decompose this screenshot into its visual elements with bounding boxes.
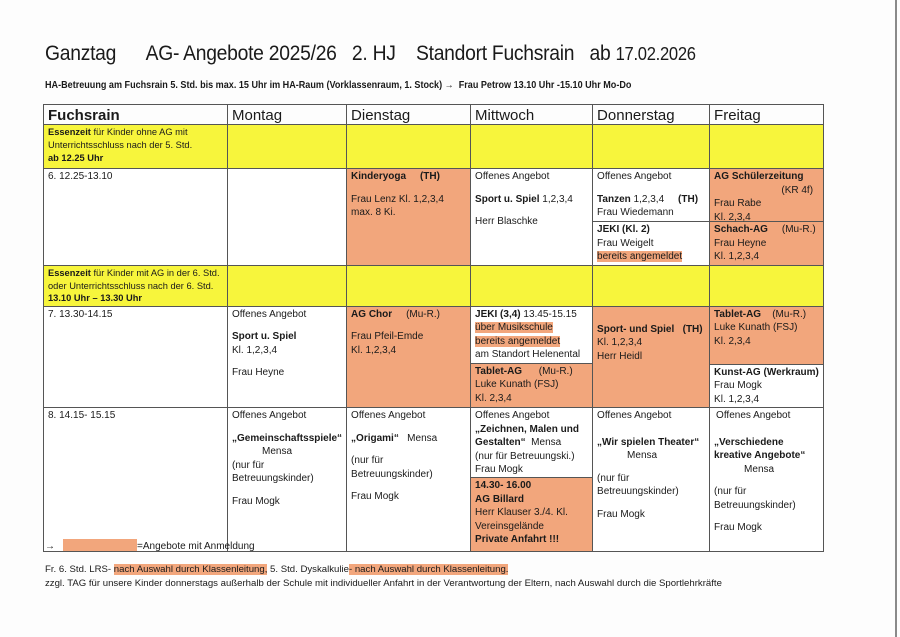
ag-title: „Gemeinschaftsspiele“	[232, 432, 343, 444]
period-6-donnerstag	[593, 169, 710, 266]
period-8-mittwoch	[471, 408, 593, 552]
ag-classes: Kl. 1,2,3,4	[232, 344, 278, 356]
ag-title: AG Schülerzeitung	[714, 171, 804, 182]
ag-title: Tablet-AG	[475, 365, 523, 377]
ag-place: Mensa	[525, 437, 562, 448]
eligibility-note: (nur für	[597, 472, 630, 484]
ag-room: (TH)	[419, 171, 440, 182]
legend	[45, 539, 255, 552]
ag-title: kreative Angebote“	[714, 450, 806, 461]
offer-type: Offenes Angebot	[351, 410, 426, 421]
ag-title: „Wir spielen Theater“	[597, 436, 700, 448]
ag-classes: 1,2,3,4	[539, 193, 573, 205]
ag-room: (Mu-R.)	[781, 224, 816, 235]
essenzeit-1-label	[44, 125, 228, 169]
ag-time: 13.45-15.15	[520, 308, 577, 320]
period-7-mittwoch	[471, 306, 593, 408]
essenzeit-bold: Essenzeit	[48, 127, 91, 137]
essenzeit-1-montag	[228, 125, 347, 169]
essenzeit-time: ab 12.25 Uhr	[48, 153, 104, 163]
header-row	[44, 105, 824, 125]
header-dienstag: Dienstag	[347, 105, 471, 125]
essenzeit-row-1	[44, 125, 824, 169]
eligibility-note: (nur für	[351, 455, 384, 466]
ag-teacher: Frau Rabe	[714, 198, 762, 209]
ag-limit: max. 8 Ki.	[351, 207, 396, 218]
schedule-table	[43, 104, 824, 552]
arrow-icon: →	[45, 541, 55, 552]
eligibility-note: Betreuungskinder)	[597, 486, 679, 497]
essenzeit-2-dienstag	[347, 266, 471, 307]
location-note: am Standort Helenental	[475, 349, 581, 360]
essenzeit-2-label	[44, 266, 228, 307]
period-8-donnerstag	[593, 408, 710, 552]
essenzeit-1-freitag	[710, 125, 824, 169]
ag-title: „Zeichnen, Malen und	[475, 423, 579, 435]
ag-room: (Mu-R.)	[538, 365, 573, 377]
ag-teacher: Frau Mogk	[714, 380, 762, 391]
registered-note: bereits angemeldet	[597, 251, 683, 262]
ag-teacher: Frau Lenz Kl. 1,2,3,4	[351, 193, 444, 205]
period-8-dienstag	[347, 408, 471, 552]
period-8-freitag	[710, 408, 824, 552]
ag-teacher: Luke Kunath (FSJ)	[475, 379, 559, 390]
ag-title: JEKI (3,4)	[475, 308, 521, 320]
period-6-freitag	[710, 169, 824, 266]
scan-edge	[895, 0, 897, 637]
offer-type: Offenes Angebot	[597, 410, 672, 421]
ag-classes: Kl. 2,3,4	[714, 335, 751, 347]
essenzeit-text: für Kinder ohne AG mit Unterrichtsschluss nach der 5. Std.	[48, 127, 193, 150]
essenzeit-2-freitag	[710, 266, 824, 307]
ag-title: Sport u. Spiel	[475, 193, 540, 205]
period-row-6	[44, 169, 824, 266]
ag-title: AG Chor	[351, 308, 393, 320]
ag-place: Mensa	[398, 432, 438, 444]
eligibility-note: Betreuungskinder)	[351, 468, 433, 480]
essenzeit-1-dienstag	[347, 125, 471, 169]
ag-teacher: Frau Wiedemann	[597, 207, 674, 218]
ag-teacher: Frau Mogk	[232, 495, 280, 507]
period-7-donnerstag	[593, 306, 710, 408]
offer-type: Offenes Angebot	[232, 308, 307, 320]
essenzeit-bold: Essenzeit	[48, 268, 91, 278]
header-mittwoch: Mittwoch	[471, 105, 593, 125]
ag-teacher: Luke Kunath (FSJ)	[714, 322, 798, 333]
footnotes	[45, 563, 722, 591]
offer-type: Offenes Angebot	[232, 410, 307, 421]
essenzeit-1-mittwoch	[471, 125, 593, 169]
ag-title: Kunst-AG (Werkraum)	[714, 366, 819, 378]
essenzeit-2-mittwoch	[471, 266, 593, 307]
ha-betreuung-note: HA-Betreuung am Fuchsrain 5. Std. bis max. 15 Uhr im HA-Raum (Vorklassenraum, 1. Stock) → Frau Petrow 13.10 Uhr -15.10 Uhr Mo-Do	[45, 80, 632, 91]
eligibility-note: (nur für	[232, 459, 265, 471]
ag-teacher: Herr Heidl	[597, 350, 643, 362]
eligibility-note: Betreuungskinder)	[232, 473, 314, 484]
private-travel-warning: Private Anfahrt !!!	[475, 534, 560, 545]
ag-classes: Kl. 1,2,3,4	[351, 344, 397, 356]
ag-title: Sport- und Spiel	[597, 323, 675, 335]
period-6-montag	[228, 169, 347, 266]
ag-teacher: Frau Heyne	[714, 237, 767, 249]
ag-teacher: Frau Weigelt	[597, 237, 654, 249]
ag-teacher: Frau Mogk	[351, 491, 399, 502]
ag-title: Gestalten“	[475, 437, 526, 448]
page-title	[45, 42, 696, 66]
eligibility-note: Betreuungskinder)	[714, 499, 796, 511]
ag-title: AG Billard	[475, 493, 524, 505]
note-highlight: nach Auswahl durch Klassenleitung,	[113, 564, 268, 575]
ag-classes: Kl. 1,2,3,4	[597, 337, 643, 348]
ag-title: Tablet-AG	[714, 308, 762, 320]
ag-teacher: Herr Blaschke	[475, 216, 538, 227]
ag-place: Mensa	[627, 450, 658, 461]
essenzeit-2-donnerstag	[593, 266, 710, 307]
ag-title: JEKI (Kl. 2)	[597, 224, 650, 235]
ag-room: (TH)	[682, 323, 703, 335]
essenzeit-time: 13.10 Uhr – 13.30 Uhr	[48, 293, 143, 303]
ag-title: Sport u. Spiel	[232, 331, 297, 342]
ag-place: Mensa	[744, 463, 775, 475]
offer-type: Offenes Angebot	[475, 410, 550, 421]
title-text: Ganztag AG- Angebote 2025/26 2. HJ Standort Fuchsrain ab	[45, 42, 616, 65]
note-lrs: Fr. 6. Std. LRS-	[45, 564, 114, 575]
period-6-mittwoch	[471, 169, 593, 266]
note-tag: zzgl. TAG für unsere Kinder donnerstags außerhalb der Schule mit individueller Anfahrt in der Verantwortung der Eltern, nach Auswahl durch die Sportlehrkräfte	[45, 578, 722, 589]
header-montag: Montag	[228, 105, 347, 125]
ag-classes: Kl. 1,2,3,4	[714, 251, 760, 262]
registration-note: über Musikschule	[475, 322, 553, 333]
period-7-montag	[228, 306, 347, 408]
registered-note: bereits angemeldet	[475, 335, 561, 347]
eligibility-note: (nur für Betreuungski.)	[475, 450, 575, 462]
ag-classes: Kl. 2,3,4	[714, 211, 751, 223]
period-8-label: 8. 14.15- 15.15	[44, 408, 228, 552]
ag-teacher: Frau Heyne	[232, 367, 285, 378]
legend-swatch	[63, 539, 137, 551]
essenzeit-row-2	[44, 266, 824, 307]
period-row-8	[44, 408, 824, 552]
ag-room: (TH)	[678, 193, 699, 205]
ag-classes: Kl. 1,2,3,4	[714, 393, 760, 405]
essenzeit-2-montag	[228, 266, 347, 307]
ag-room: (Mu-R.)	[772, 308, 807, 320]
note-dyskalkulie: 5. Std. Dyskalkulie	[267, 564, 349, 575]
ag-teacher: Frau Mogk	[475, 464, 523, 475]
ag-title: Kinderyoga	[351, 171, 407, 182]
ag-title: „Origami“	[351, 432, 399, 444]
offer-type: Offenes Angebot	[475, 171, 550, 182]
header-donnerstag: Donnerstag	[593, 105, 710, 125]
period-6-label: 6. 12.25-13.10	[44, 169, 228, 266]
period-row-7	[44, 306, 824, 408]
ag-classes: Kl. 2,3,4	[475, 392, 512, 404]
offer-type: Offenes Angebot	[597, 171, 672, 182]
ag-teacher: Herr Klauser 3./4. Kl.	[475, 507, 568, 518]
header-location: Fuchsrain	[44, 105, 228, 125]
ag-teacher: Frau Mogk	[597, 508, 645, 520]
header-freitag: Freitag	[710, 105, 824, 125]
ag-classes: 1,2,3,4	[630, 193, 665, 205]
ag-title: „Verschiedene	[714, 436, 784, 448]
period-7-dienstag	[347, 306, 471, 408]
ag-teacher: Frau Mogk	[714, 522, 762, 533]
ag-room: (Mu-R.)	[406, 308, 440, 320]
ag-title: Tanzen	[597, 193, 631, 205]
ag-teacher: Frau Pfeil-Emde	[351, 331, 424, 342]
period-8-montag	[228, 408, 347, 552]
ag-place: Mensa	[262, 446, 293, 457]
legend-text: =Angebote mit Anmeldung	[137, 541, 255, 552]
period-6-dienstag	[347, 169, 471, 266]
ag-place: Vereinsgelände	[475, 520, 544, 532]
ag-time: 14.30- 16.00	[475, 480, 532, 491]
title-date: 17.02.2026	[615, 44, 696, 64]
period-7-label: 7. 13.30-14.15	[44, 306, 228, 408]
ag-title: Schach-AG	[714, 224, 768, 235]
offer-type: Offenes Angebot	[716, 410, 791, 421]
essenzeit-1-donnerstag	[593, 125, 710, 169]
ag-room: (KR 4f)	[781, 184, 814, 196]
eligibility-note: (nur für	[714, 486, 747, 497]
period-7-freitag	[710, 306, 824, 408]
note-highlight: - nach Auswahl durch Klassenleitung.	[348, 564, 509, 575]
essenzeit-text: für Kinder mit AG in der 6. Std. oder Unterrichtsschluss nach der 6. Std.	[48, 268, 220, 291]
